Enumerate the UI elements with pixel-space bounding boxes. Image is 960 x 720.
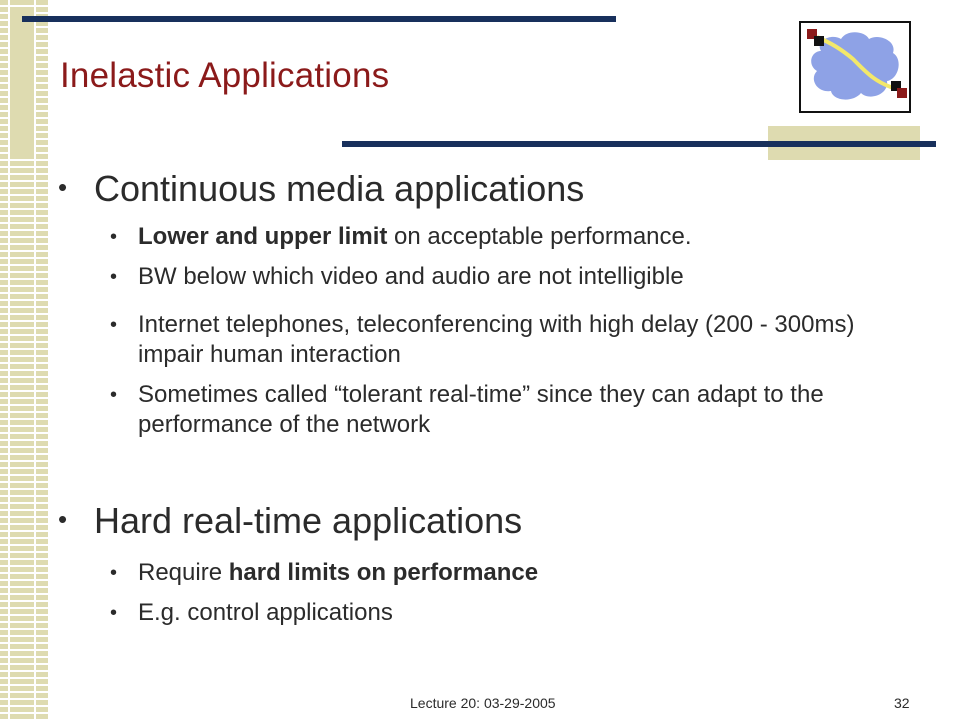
top-rule — [22, 16, 616, 22]
bullet-item-text: Internet telephones, teleconferencing with high delay (200 - 300ms) impair human interaction — [138, 311, 855, 368]
bullet-item-text: BW below which video and audio are not intelligible — [138, 263, 684, 290]
node-black-icon — [814, 36, 824, 46]
node-red-icon — [897, 88, 907, 98]
title-rule — [342, 141, 936, 147]
decorative-band-stripe — [34, 0, 36, 720]
bullet-item-rest: on acceptable performance. — [387, 223, 692, 250]
bullet-icon: • — [110, 226, 118, 248]
network-cloud-icon — [799, 21, 911, 113]
footer-lecture-date: Lecture 20: 03-29-2005 — [410, 695, 556, 711]
bullet-item-bold: hard limits on performance — [228, 559, 539, 586]
bullet-item-prefix: Require — [138, 559, 229, 586]
bullet-item — [110, 310, 900, 370]
bullet-item — [110, 380, 900, 440]
decorative-band-stripe — [8, 0, 10, 720]
decorative-left-band — [0, 0, 48, 720]
decorative-band-block — [8, 8, 34, 158]
bullet-item-bold: Lower and upper limit — [138, 223, 388, 250]
bullet-item-text — [138, 222, 900, 252]
bullet-icon: • — [58, 504, 68, 534]
bullet-item — [110, 222, 900, 252]
bullet-item-text: Sometimes called “tolerant real-time” since they can adapt to the performance of the network — [138, 381, 824, 438]
bullet-icon: • — [110, 562, 118, 584]
bullet-icon: • — [110, 384, 118, 406]
bullet-icon: • — [110, 266, 118, 288]
network-cloud-graphic — [801, 23, 909, 111]
section-heading-text: Continuous media applications — [94, 168, 585, 209]
bullet-icon: • — [110, 602, 118, 624]
bullet-icon: • — [110, 314, 118, 336]
page-number: 32 — [894, 695, 910, 711]
bullet-icon: • — [58, 172, 68, 202]
bullet-item — [110, 558, 900, 588]
bullet-item — [110, 262, 900, 292]
slide-title: Inelastic Applications — [60, 56, 390, 95]
section-heading-text: Hard real-time applications — [94, 500, 523, 541]
bullet-item — [110, 598, 900, 628]
bullet-item-text: E.g. control applications — [138, 599, 393, 626]
bullet-item-text — [138, 558, 900, 588]
